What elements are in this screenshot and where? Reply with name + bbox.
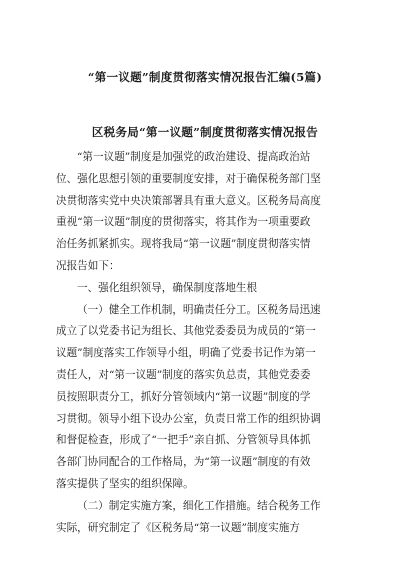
paragraph-line: 决贯彻落实党中央决策部署具有重大意义。区税务局高度 xyxy=(56,194,321,207)
section-heading: 一、强化组织领导，确保制度落地生根 xyxy=(77,281,258,294)
paragraph-line: 各部门协同配合的工作格局，为“第一议题”制度的有效 xyxy=(56,456,311,469)
paragraph-line: “第一议题”制度是加强党的政治建设、提高政治站 xyxy=(77,151,311,163)
document-title: “第一议题”制度贯彻落实情况报告汇编(5篇) xyxy=(87,70,323,84)
paragraph-line: 员按照职责分工，抓好分管领域内“第一议题”制度的学 xyxy=(56,390,311,403)
paragraph-line: （二）制定实施方案，细化工作措施。结合税务工作 xyxy=(77,499,321,512)
paragraph-line: 议题”制度落实工作领导小组，明确了党委书记作为第一 xyxy=(56,347,316,360)
paragraph-line: （一）健全工作机制，明确责任分工。区税务局迅速 xyxy=(77,303,321,316)
paragraph-line: 和督促检查，形成了“一把手”亲自抓、分管领导具体抓 xyxy=(56,434,311,447)
paragraph-line: 况报告如下： xyxy=(56,259,120,272)
paragraph-line: 责任人，对“第一议题”制度的落实负总责，其他党委委 xyxy=(56,368,311,381)
article-body xyxy=(56,147,356,539)
paragraph-line: 治任务抓紧抓实。现将我局“第一议题”制度贯彻落实情 xyxy=(56,238,311,251)
paragraph-line: 位、强化思想引领的重要制度安排，对于确保税务部门坚 xyxy=(56,172,321,185)
paragraph-line: 落实提供了坚实的组织保障。 xyxy=(56,477,194,490)
paragraph-line: 重视“第一议题”制度的贯彻落实，将其作为一项重要政 xyxy=(56,216,311,229)
article-title: 区税务局“第一议题”制度贯彻落实情况报告 xyxy=(91,125,319,139)
paragraph-line: 成立了以党委书记为组长、其他党委委员为成员的“第一 xyxy=(56,325,316,338)
paragraph-line: 实际，研究制定了《区税务局“第一议题”制度实施方 xyxy=(56,521,300,534)
paragraph-line: 习贯彻。领导小组下设办公室，负责日常工作的组织协调 xyxy=(56,412,321,425)
